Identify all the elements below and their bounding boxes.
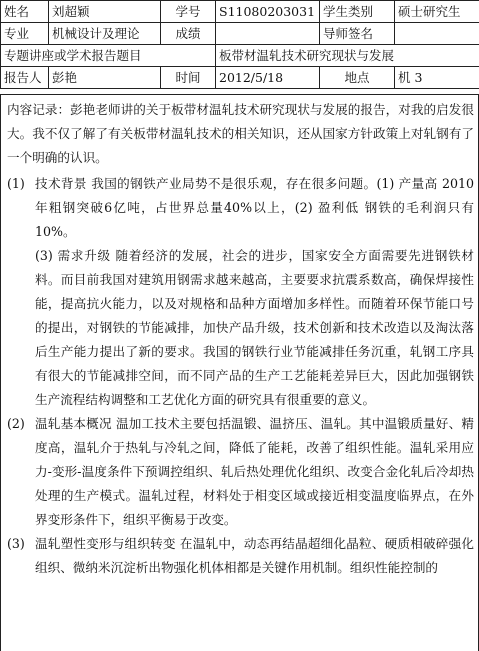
name-label: 姓名: [1, 1, 49, 23]
header-table: [0, 0, 479, 89]
reporter-label: 报告人: [1, 67, 49, 89]
list-item: [7, 532, 474, 580]
advisor-sign-value: [395, 23, 479, 45]
place-label: 地点: [320, 67, 395, 89]
time-value: 2012/5/18: [216, 67, 320, 89]
item-number: (2): [7, 412, 35, 532]
content-text: [1, 95, 478, 580]
student-id-value: S11080203031: [216, 1, 320, 23]
list-item: [7, 172, 474, 244]
content-box: [0, 94, 479, 651]
intro-paragraph: 内容记录：彭艳老师讲的关于板带材温轧技术研究现状与发展的报告，对我的启发很大。我不仅了解了有关板带材温轧技术的相关知识，还从国家方针政策上对轧钢有了一个明确的认识。: [7, 98, 474, 170]
list-item: [7, 412, 474, 532]
item-number: (1): [7, 172, 35, 244]
name-value: 刘超颖: [49, 1, 161, 23]
item-text: 温轧基本概况 温加工技术主要包括温锻、温挤压、温轧。其中温锻质量好、精度高，温轧介于热轧与冷轧之间，降低了能耗，改善了组织性能。温轧采用应力-变形-温度条件下预调控组织、轧后热处理优化组织、改变合金化轧后冷却热处理的生产模式。温轧过程，材料处于相变区域或接近相变温度临界点，在外界变形条件下，组织平衡易于改变。: [35, 412, 474, 532]
header-row-1: [1, 1, 479, 23]
major-value: 机械设计及理论: [49, 23, 161, 45]
list-item: [7, 244, 474, 412]
place-value: 机 3: [395, 67, 479, 89]
item-number: [7, 244, 35, 412]
item-text: (3) 需求升级 随着经济的发展，社会的进步，国家安全方面需要先进钢铁材料。而目前我国对建筑用钢需求越来越高，主要要求抗震系数高，确保焊接性能，提高抗火能力，以及对规格和品种方面增加多样性。而随着环保节能口号的提出，对钢铁的节能减排，加快产品升级，技术创新和技术改造以及淘汰落后生产能力提出了新的要求。我国的钢铁行业节能减排任务沉重，轧钢工序具有很大的节能减排空间，而不同产品的生产工艺能耗差异巨大，因此加强钢铁生产流程结构调整和工艺优化方面的研究具有很重要的意义。: [35, 244, 474, 412]
student-type-label: 学生类别: [320, 1, 395, 23]
major-label: 专业: [1, 23, 49, 45]
student-id-label: 学号: [161, 1, 216, 23]
topic-label: 专题讲座或学术报告题目: [1, 45, 216, 67]
student-type-value: 硕士研究生: [395, 1, 479, 23]
item-number: (3): [7, 532, 35, 580]
header-row-2: [1, 23, 479, 45]
grade-label: 成绩: [161, 23, 216, 45]
reporter-value: 彭艳: [49, 67, 161, 89]
advisor-sign-label: 导师签名: [320, 23, 395, 45]
item-text: 温轧塑性变形与组织转变 在温轧中，动态再结晶超细化晶粒、硬质相破碎强化组织、微纳米沉淀析出物强化机体相都是关键作用机制。组织性能控制的: [35, 532, 474, 580]
grade-value: [216, 23, 320, 45]
header-row-4: [1, 67, 479, 89]
topic-value: 板带材温轧技术研究现状与发展: [216, 45, 479, 67]
time-label: 时间: [161, 67, 216, 89]
item-text: 技术背景 我国的钢铁产业局势不是很乐观，存在很多问题。(1) 产量高 2010年粗钢突破6亿吨，占世界总量40%以上，(2) 盈利低 钢铁的毛利润只有10%。: [35, 172, 474, 244]
header-row-3: [1, 45, 479, 67]
